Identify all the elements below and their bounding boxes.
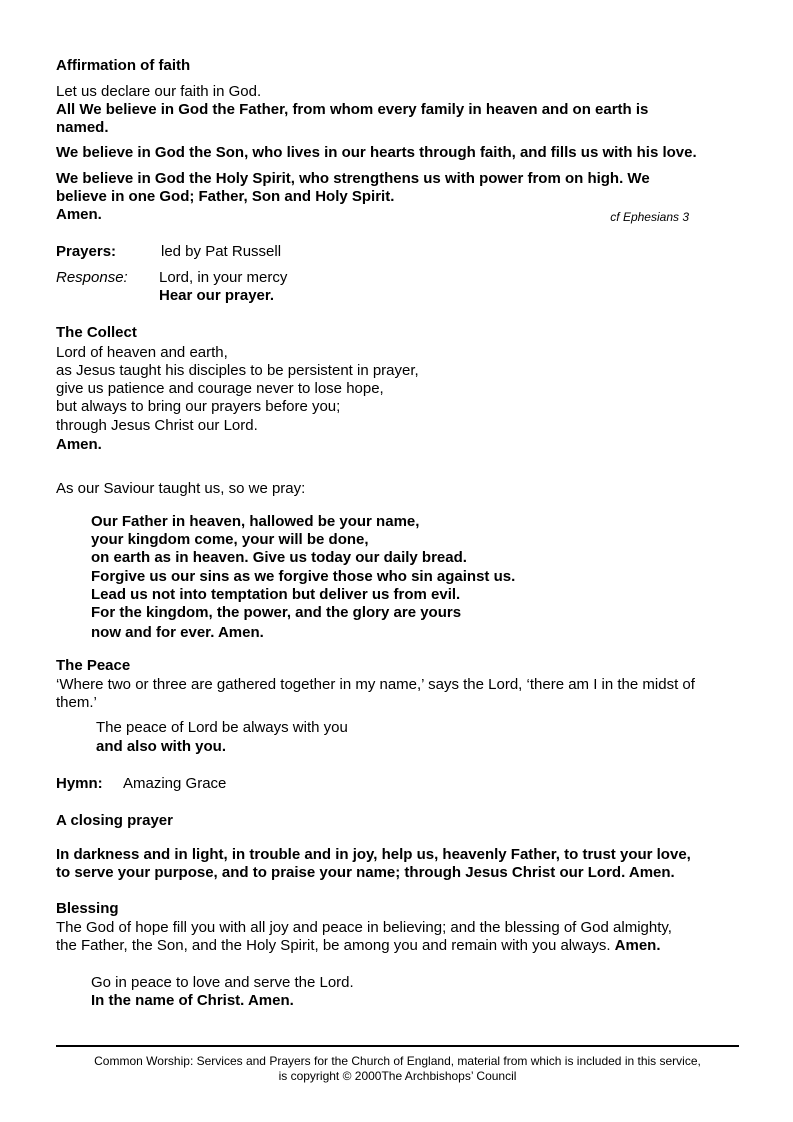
footer-line-1: Common Worship: Services and Prayers for the Church of England, material from which is included in this service, <box>94 1054 701 1068</box>
blessing-heading: Blessing <box>56 900 119 917</box>
lords-prayer-line: Our Father in heaven, hallowed be your name, <box>91 513 420 530</box>
affirmation-amen: Amen. <box>56 206 102 223</box>
affirmation-intro: Let us declare our faith in God. <box>56 83 262 100</box>
blessing-line-2-text: the Father, the Son, and the Holy Spirit, be among you and remain with you always. <box>56 937 611 954</box>
collect-line: Lord of heaven and earth, <box>56 344 228 361</box>
peace-call: The peace of Lord be always with you <box>96 719 348 736</box>
lords-prayer-line: Forgive us our sins as we forgive those who sin against us. <box>91 568 516 585</box>
hymn-title: Amazing Grace <box>123 775 227 792</box>
copyright-footer <box>56 1054 739 1084</box>
closing-prayer-line-1: In darkness and in light, in trouble and in joy, help us, heavenly Father, to trust your love, <box>56 846 691 863</box>
collect-heading: The Collect <box>56 324 137 341</box>
peace-text-line-2: them.’ <box>56 694 97 711</box>
lords-prayer-intro: As our Saviour taught us, so we pray: <box>56 480 306 497</box>
collect-line: but always to bring our prayers before you; <box>56 398 341 415</box>
collect-line: give us patience and courage never to lose hope, <box>56 380 384 397</box>
lords-prayer-line: now and for ever. Amen. <box>91 624 264 641</box>
peace-heading: The Peace <box>56 657 131 674</box>
blessing-line-1: The God of hope fill you with all joy and peace in believing; and the blessing of God almighty, <box>56 919 672 936</box>
hymn-label: Hymn: <box>56 775 103 792</box>
scripture-reference: cf Ephesians 3 <box>610 210 689 224</box>
collect-line: through Jesus Christ our Lord. <box>56 417 258 434</box>
closing-prayer-heading: A closing prayer <box>56 812 173 829</box>
prayers-leader: led by Pat Russell <box>161 243 282 260</box>
affirmation-paragraph-2: We believe in God the Son, who lives in our hearts through faith, and fills us with his love. <box>56 144 697 161</box>
closing-prayer-line-2: to serve your purpose, and to praise your name; through Jesus Christ our Lord. Amen. <box>56 864 675 881</box>
affirmation-paragraph-3-line-2: believe in one God; Father, Son and Holy Spirit. <box>56 188 395 205</box>
collect-line: as Jesus taught his disciples to be persistent in prayer, <box>56 362 419 379</box>
affirmation-paragraph-3-line-1: We believe in God the Holy Spirit, who strengthens us with power from on high. We <box>56 170 650 187</box>
prayers-label: Prayers: <box>56 243 117 260</box>
lords-prayer-line: Lead us not into temptation but deliver us from evil. <box>91 586 461 603</box>
response-label: Response: <box>56 269 128 286</box>
footer-divider <box>56 1045 739 1047</box>
collect-amen: Amen. <box>56 436 102 453</box>
dismissal-call: Go in peace to love and serve the Lord. <box>91 974 354 991</box>
peace-text-line-1: ‘Where two or three are gathered together in my name,’ says the Lord, ‘there am I in the midst of <box>56 676 695 693</box>
lords-prayer-line: on earth as in heaven. Give us today our daily bread. <box>91 549 467 566</box>
footer-line-2: is copyright © 2000The Archbishops’ Council <box>278 1069 517 1083</box>
affirmation-heading: Affirmation of faith <box>56 57 191 74</box>
lords-prayer-line: For the kingdom, the power, and the glory are yours <box>91 604 462 621</box>
affirmation-paragraph-1-line-2: named. <box>56 119 109 136</box>
blessing-line-2 <box>56 937 661 955</box>
peace-answer: and also with you. <box>96 738 227 755</box>
response-answer: Hear our prayer. <box>159 287 275 304</box>
dismissal-answer: In the name of Christ. Amen. <box>91 992 294 1009</box>
lords-prayer-line: your kingdom come, your will be done, <box>91 531 369 548</box>
response-call: Lord, in your mercy <box>159 269 288 286</box>
affirmation-paragraph-1-line-1: All We believe in God the Father, from whom every family in heaven and on earth is <box>56 101 649 118</box>
blessing-amen: Amen. <box>614 937 661 954</box>
